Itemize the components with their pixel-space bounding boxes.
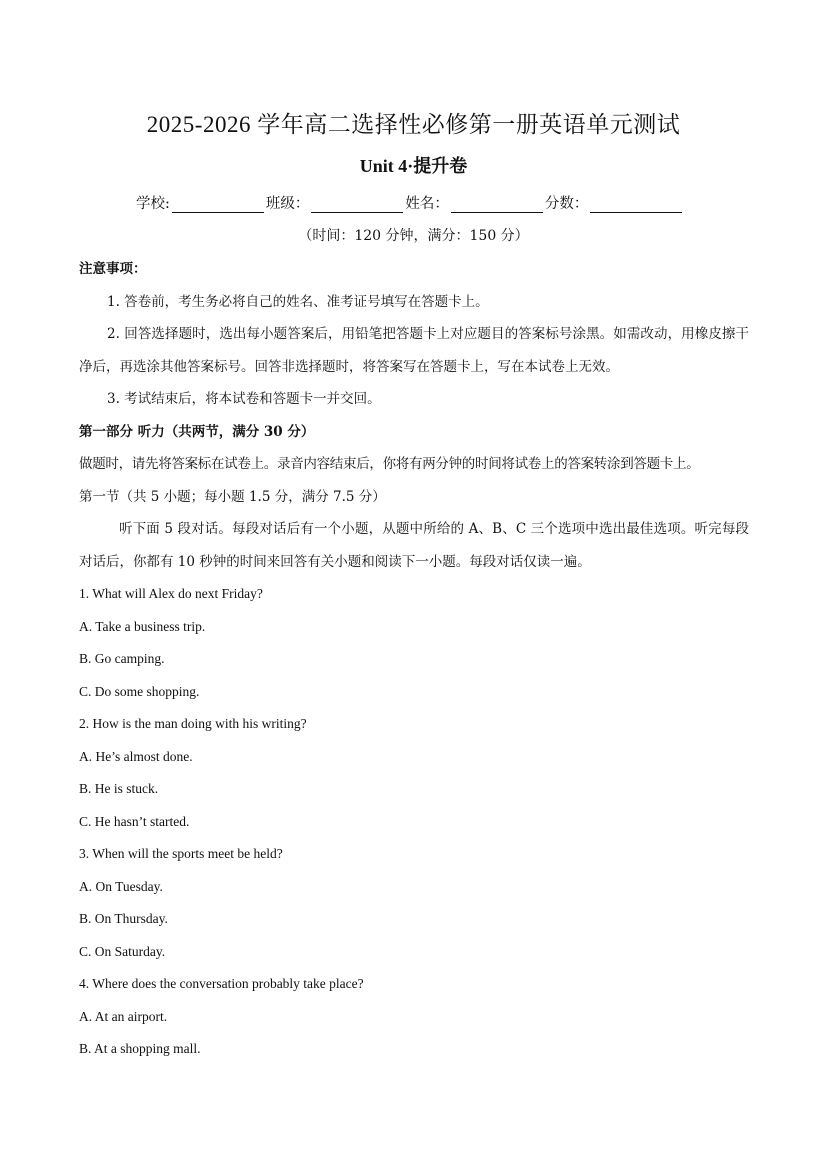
answer-option: B. On Thursday. [79, 911, 168, 926]
answer-option: A. At an airport. [79, 1008, 168, 1024]
page-title: 2025-2026 学年高二选择性必修第一册英语单元测试 [146, 112, 681, 137]
note-item: 2. 回答选择题时，选出每小题答案后，用铅笔把答题卡上对应题目的答案标号涂黑。如需改动，用橡皮擦干净后，再选涂其他答案标号。回答非选择题时，将答案写在答题卡上，写在本试卷上无效。 [79, 326, 749, 375]
page-subtitle: Unit 4·提升卷 [359, 156, 468, 176]
section1-directions: 听下面 5 段对话。每段对话后有一个小题，从题中所给的 A、B、C 三个选项中选出最佳选项。听完每段对话后，你都有 10 秒钟的时间来回答有关小题和阅读下一小题。每段对话仅读一遍。 [79, 521, 749, 570]
answer-option: C. On Saturday. [79, 943, 166, 959]
answer-option: A. He’s almost done. [79, 748, 193, 764]
score-label: 分数： [544, 196, 589, 212]
question-stem: 1. What will Alex do next Friday? [79, 586, 263, 601]
name-blank [451, 195, 543, 213]
part1-heading: 第一部分 听力（共两节，满分 30 分） [79, 423, 315, 440]
answer-option: C. Do some shopping. [79, 683, 200, 699]
school-label: 学校: [136, 196, 170, 212]
notes-heading: 注意事项： [79, 261, 147, 277]
part1-instruction: 做题时，请先将答案标在试卷上。录音内容结束后，你将有两分钟的时间将试卷上的答案转涂到答题卡上。 [79, 456, 700, 472]
answer-option: B. At a shopping mall. [79, 1041, 201, 1056]
class-label: 班级： [265, 196, 310, 212]
name-label: 姓名： [405, 196, 449, 212]
question-stem: 2. How is the man doing with his writing? [79, 716, 307, 731]
note-item: 3. 考试结束后，将本试卷和答题卡一并交回。 [107, 391, 381, 407]
document-body [79, 253, 749, 1066]
note-item: 1. 答卷前，考生务必将自己的姓名、准考证号填写在答题卡上。 [107, 293, 489, 310]
answer-option: B. Go camping. [79, 651, 165, 666]
question-stem: 4. Where does the conversation probably take place? [79, 976, 364, 991]
answer-option: C. He hasn’t started. [79, 813, 190, 829]
time-note: （时间：120 分钟，满分：150 分） [298, 228, 529, 244]
question-list [79, 578, 749, 1066]
answer-option: A. On Tuesday. [79, 878, 163, 894]
school-blank [172, 195, 264, 213]
class-blank [311, 195, 403, 213]
student-info-fields [136, 192, 684, 213]
answer-option: A. Take a business trip. [79, 618, 206, 634]
section1-heading: 第一节（共 5 小题；每小题 1.5 分，满分 7.5 分） [79, 488, 386, 505]
score-blank [590, 195, 682, 213]
answer-option: B. He is stuck. [79, 781, 159, 796]
question-stem: 3. When will the sports meet be held? [79, 846, 283, 861]
